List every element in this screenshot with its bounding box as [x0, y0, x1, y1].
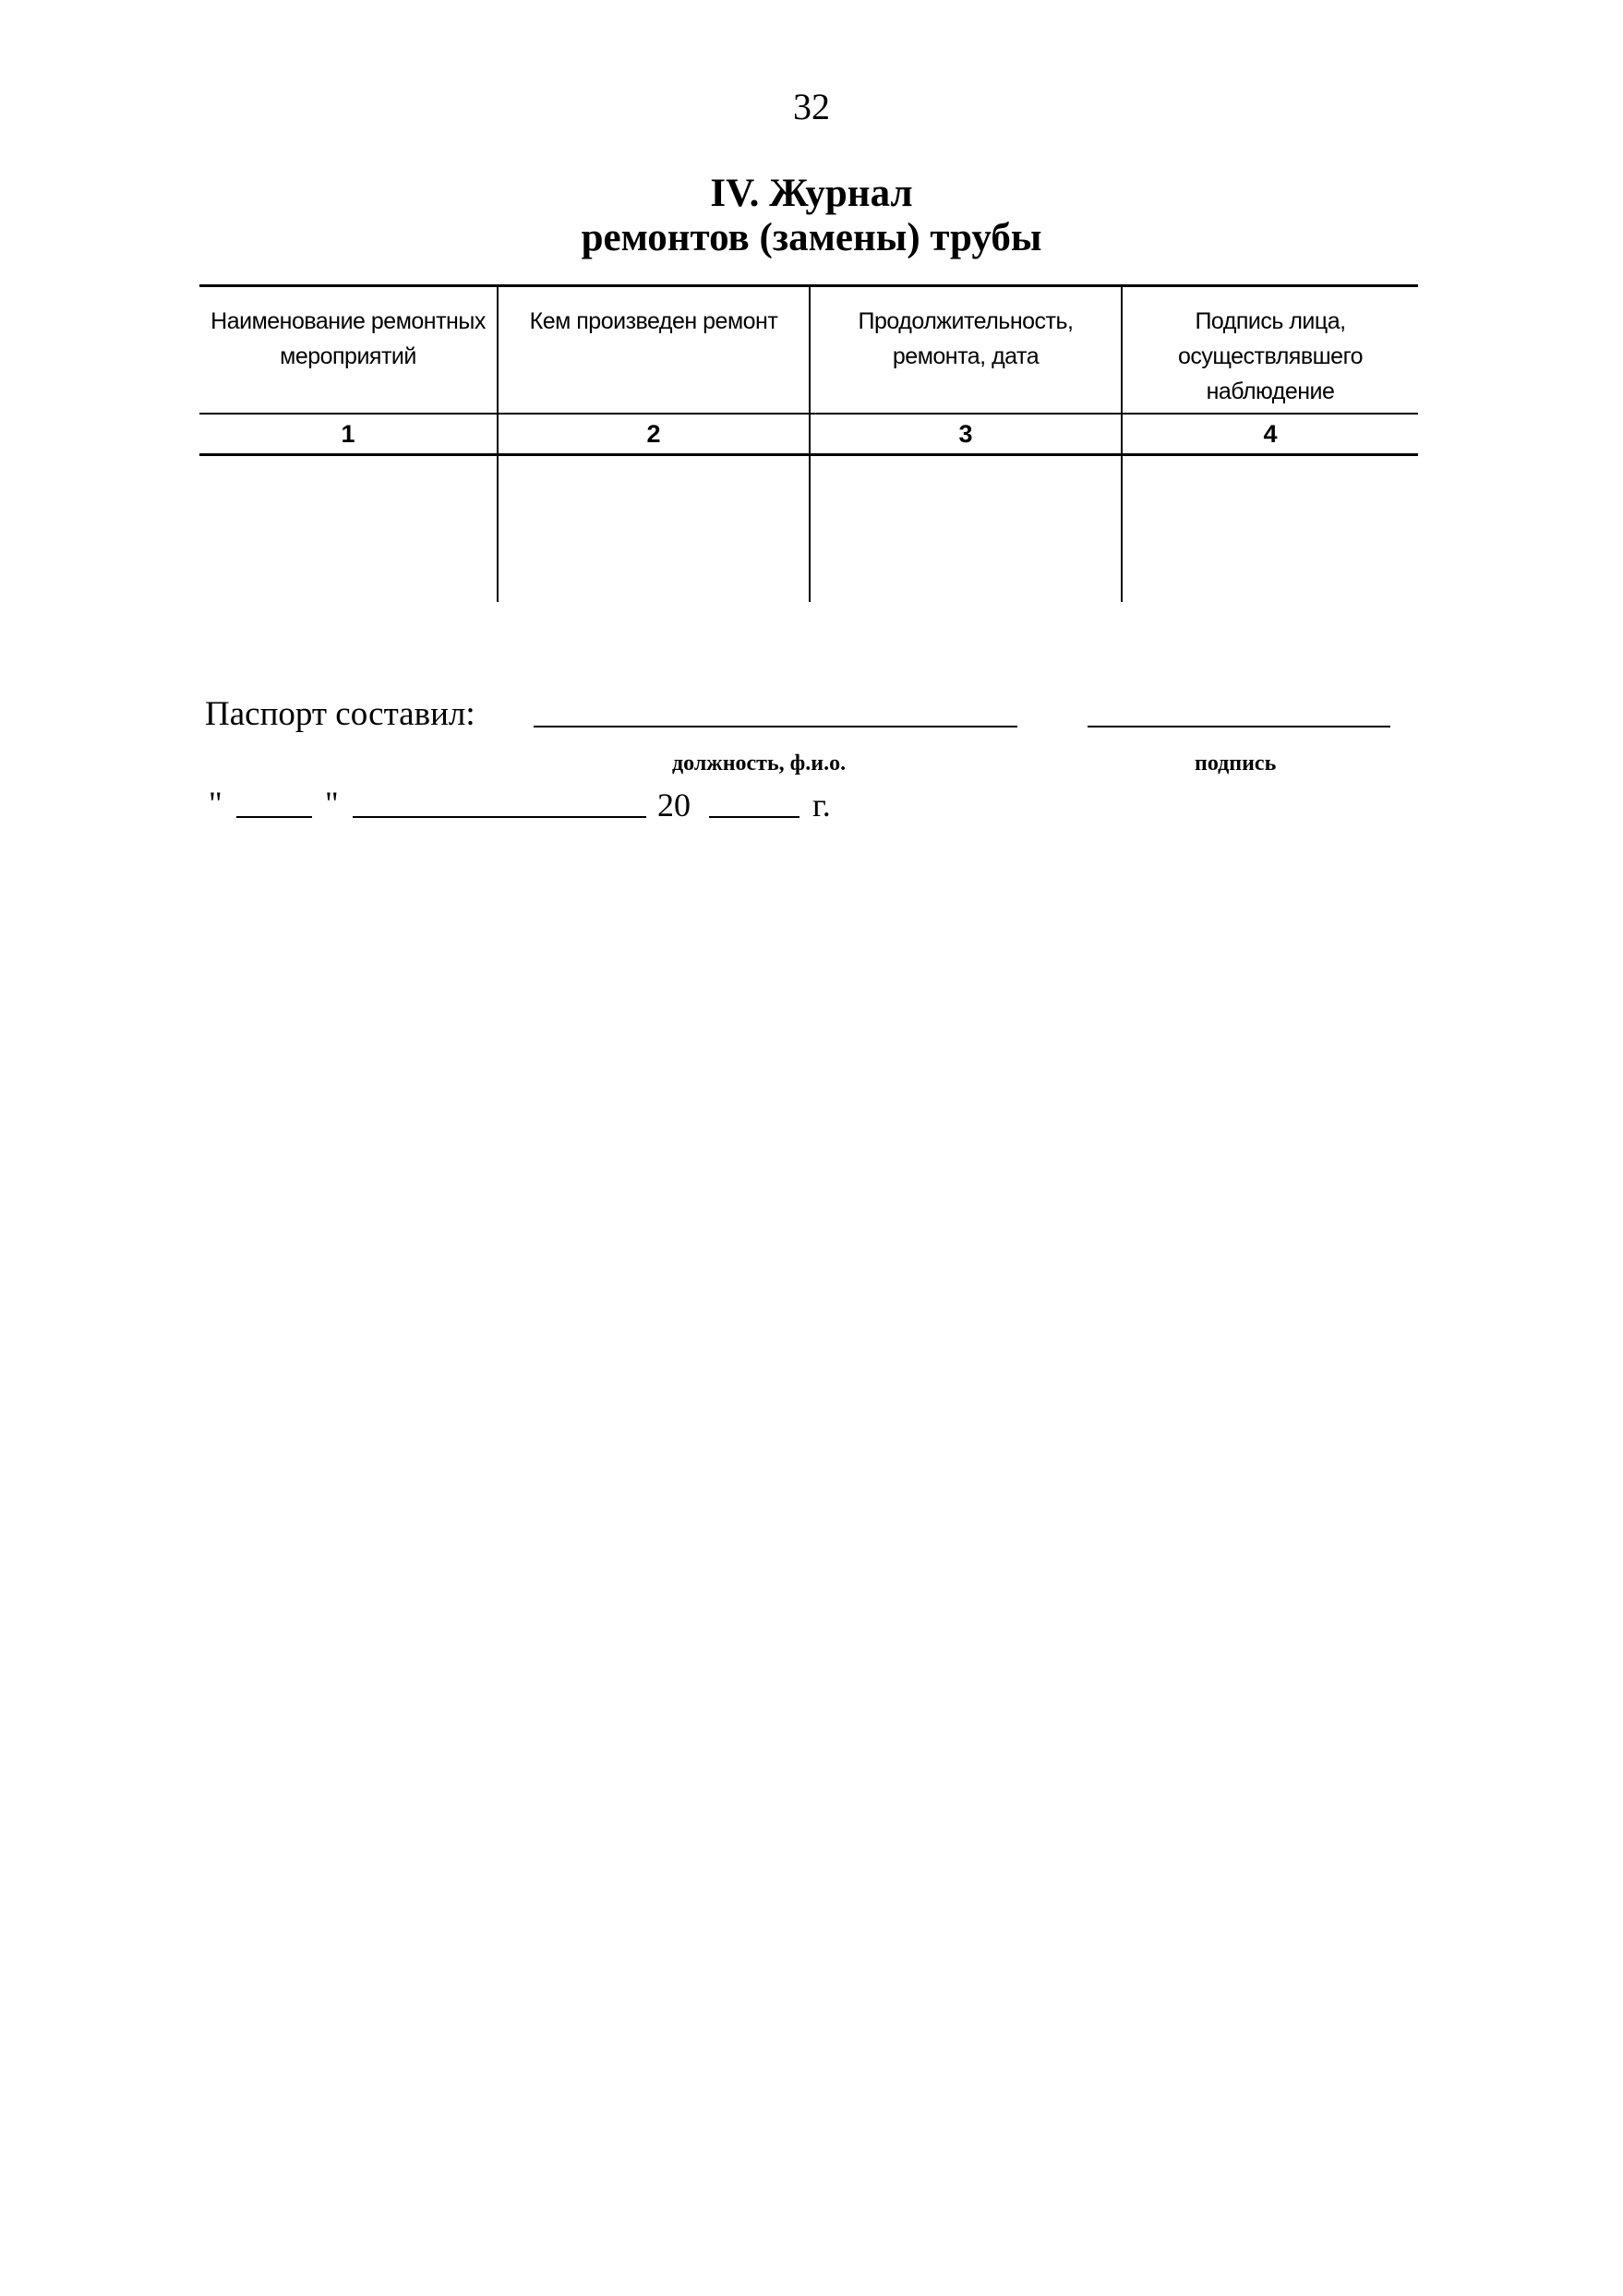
- table-header-row: [199, 286, 1418, 415]
- table-cell-empty[interactable]: [810, 455, 1122, 603]
- column-header-supervisor-signature: Подпись лица, осуществлявшего наблюдение: [1122, 286, 1418, 415]
- date-quote-close: ": [325, 785, 339, 822]
- column-header-performer: Кем произведен ремонт: [498, 286, 810, 415]
- day-blank[interactable]: [236, 816, 312, 818]
- signature-blank[interactable]: [1088, 726, 1390, 727]
- column-header-duration-date: Продолжительность, ремонта, дата: [810, 286, 1122, 415]
- title-line-1: IV. Журнал: [710, 172, 913, 215]
- column-number-row: [199, 414, 1418, 455]
- column-number-3: 3: [810, 414, 1122, 455]
- table-cell-empty[interactable]: [199, 455, 498, 603]
- passport-compiled-label: Паспорт составил:: [205, 695, 475, 733]
- column-header-measures: Наименование ремонтных мероприятий: [199, 286, 498, 415]
- table-row: [199, 455, 1418, 603]
- table-cell-empty[interactable]: [498, 455, 810, 603]
- date-quote-open: ": [209, 785, 222, 822]
- column-number-4: 4: [1122, 414, 1418, 455]
- position-name-caption: должность, ф.и.о.: [672, 751, 847, 775]
- column-number-1: 1: [199, 414, 498, 455]
- column-number-2: 2: [498, 414, 810, 455]
- page-number: 32: [793, 86, 830, 127]
- year-suffix: г.: [812, 787, 831, 823]
- signature-caption: подпись: [1195, 751, 1277, 775]
- year-prefix: 20: [657, 787, 691, 823]
- year-blank[interactable]: [709, 816, 799, 818]
- position-name-blank[interactable]: [534, 726, 1017, 727]
- repair-journal-table: [199, 284, 1418, 602]
- page-title: [0, 172, 1623, 260]
- month-blank[interactable]: [353, 816, 646, 818]
- title-line-2: ремонтов (замены) трубы: [581, 216, 1042, 259]
- table-cell-empty[interactable]: [1122, 455, 1418, 603]
